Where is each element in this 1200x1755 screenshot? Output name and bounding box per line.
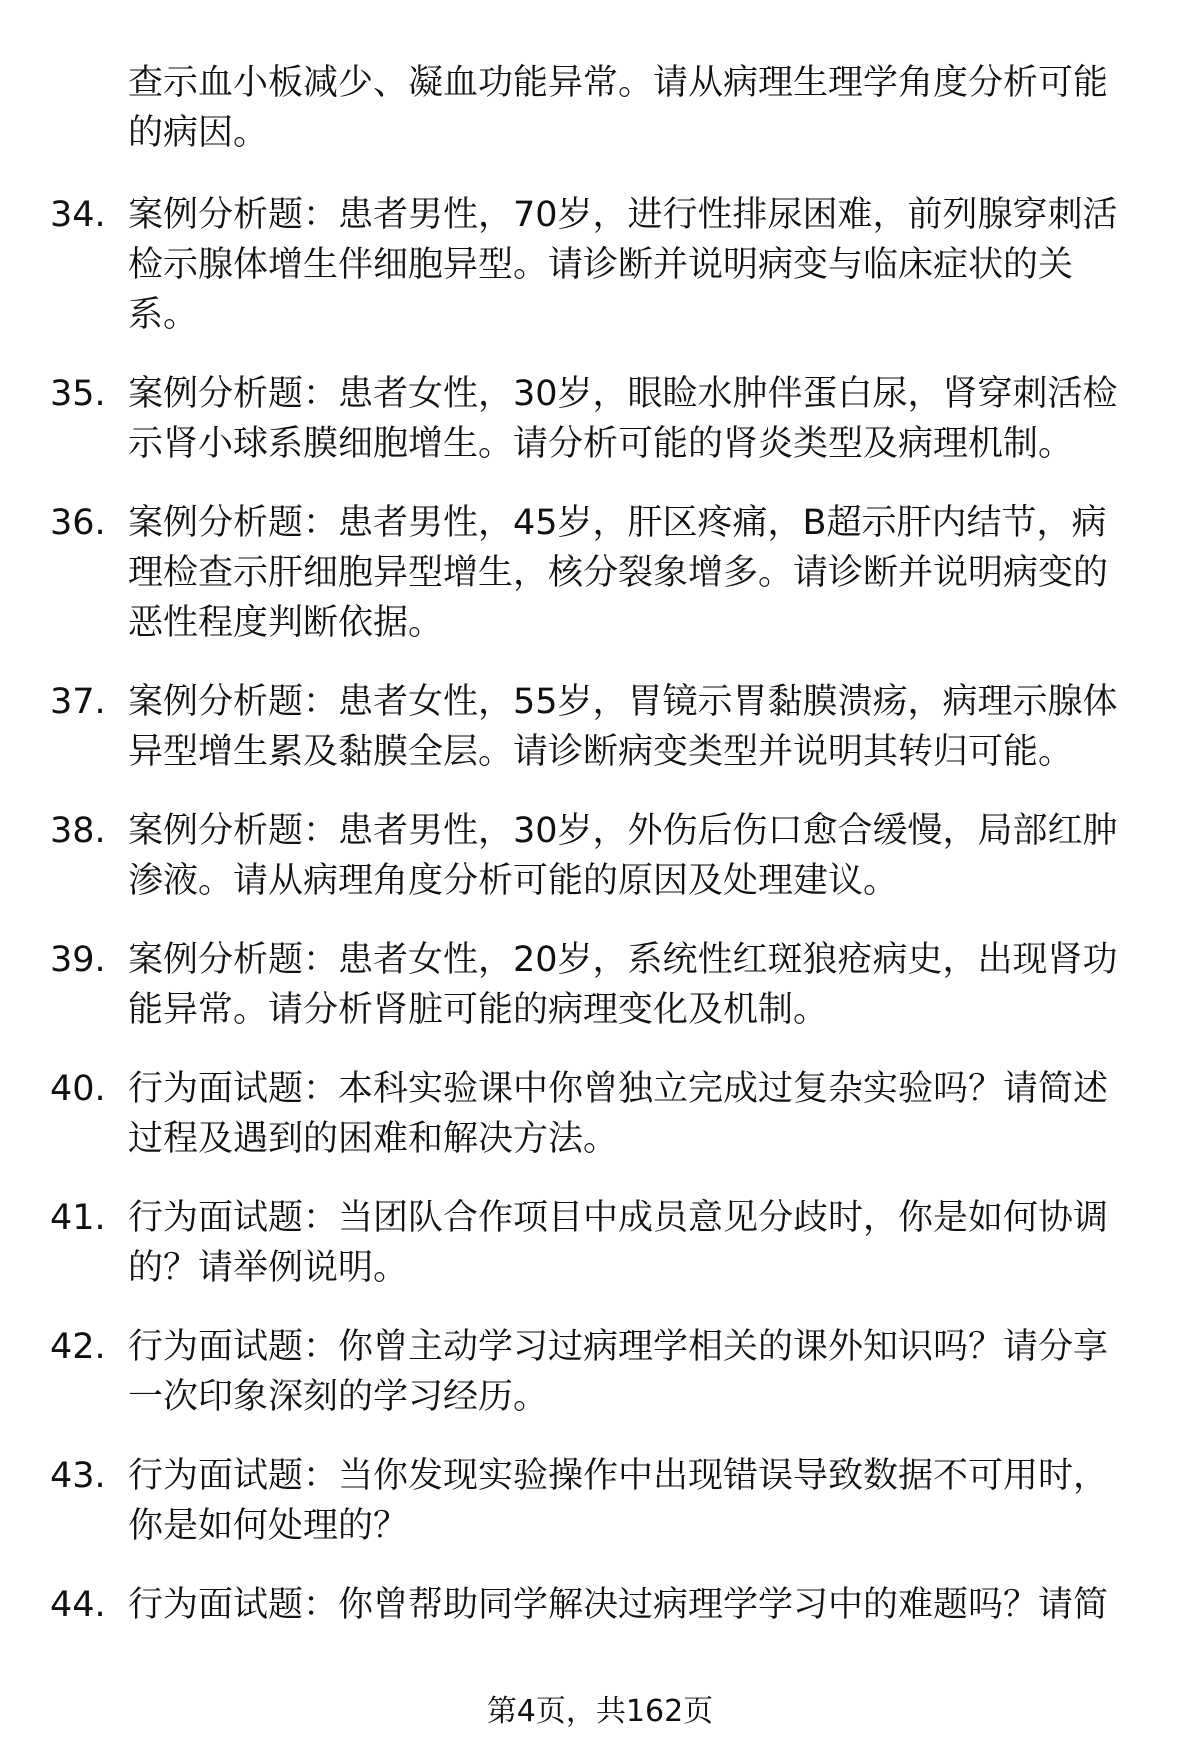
question-text: 案例分析题：患者女性，30岁，眼睑水肿伴蛋白尿，肾穿刺活检示肾小球系膜细胞增生。请分析可能的肾炎类型及病理机制。 xyxy=(128,374,1118,464)
question-number: 43. xyxy=(50,1456,106,1496)
question-text: 行为面试题：你曾帮助同学解决过病理学学习中的难题吗？请简 xyxy=(128,1585,1109,1625)
question-number: 41. xyxy=(50,1198,106,1238)
question-item xyxy=(50,1580,1150,1630)
question-number: 35. xyxy=(50,374,106,414)
question-text: 行为面试题：你曾主动学习过病理学相关的课外知识吗？请分享一次印象深刻的学习经历。 xyxy=(128,1327,1109,1417)
question-item xyxy=(50,1322,1150,1422)
page-footer: 第4页，共162页 xyxy=(486,1694,714,1729)
question-text: 案例分析题：患者男性，45岁，肝区疼痛，B超示肝内结节，病理检查示肝细胞异型增生，核分裂象增多。请诊断并说明病变的恶性程度判断依据。 xyxy=(128,503,1109,643)
question-text: 行为面试题：当你发现实验操作中出现错误导致数据不可用时，你是如何处理的？ xyxy=(128,1456,1109,1546)
question-item xyxy=(50,369,1150,469)
question-item xyxy=(50,190,1150,340)
question-text: 案例分析题：患者女性，55岁，胃镜示胃黏膜溃疡，病理示腺体异型增生累及黏膜全层。请诊断病变类型并说明其转归可能。 xyxy=(128,682,1118,772)
question-item xyxy=(50,806,1150,906)
continuation-paragraph: 查示血小板减少、凝血功能异常。请从病理生理学角度分析可能的病因。 xyxy=(128,63,1109,153)
question-text: 行为面试题：当团队合作项目中成员意见分歧时，你是如何协调的？请举例说明。 xyxy=(128,1198,1109,1288)
question-text: 行为面试题：本科实验课中你曾独立完成过复杂实验吗？请简述过程及遇到的困难和解决方法。 xyxy=(128,1069,1109,1159)
question-text: 案例分析题：患者男性，70岁，进行性排尿困难，前列腺穿刺活检示腺体增生伴细胞异型。请诊断并说明病变与临床症状的关系。 xyxy=(128,195,1118,335)
question-item xyxy=(50,677,1150,777)
question-number: 40. xyxy=(50,1069,106,1109)
question-number: 39. xyxy=(50,940,106,980)
question-item xyxy=(50,935,1150,1035)
question-number: 34. xyxy=(50,195,106,235)
question-number: 38. xyxy=(50,811,106,851)
question-item xyxy=(50,498,1150,648)
question-list xyxy=(50,190,1150,1659)
question-number: 42. xyxy=(50,1327,106,1367)
question-number: 37. xyxy=(50,682,106,722)
question-number: 36. xyxy=(50,503,106,543)
question-item xyxy=(50,1064,1150,1164)
question-text: 案例分析题：患者女性，20岁，系统性红斑狼疮病史，出现肾功能异常。请分析肾脏可能的病理变化及机制。 xyxy=(128,940,1118,1030)
question-text: 案例分析题：患者男性，30岁，外伤后伤口愈合缓慢，局部红肿渗液。请从病理角度分析可能的原因及处理建议。 xyxy=(128,811,1118,901)
question-item xyxy=(50,1451,1150,1551)
question-number: 44. xyxy=(50,1585,106,1625)
question-item xyxy=(50,1193,1150,1293)
